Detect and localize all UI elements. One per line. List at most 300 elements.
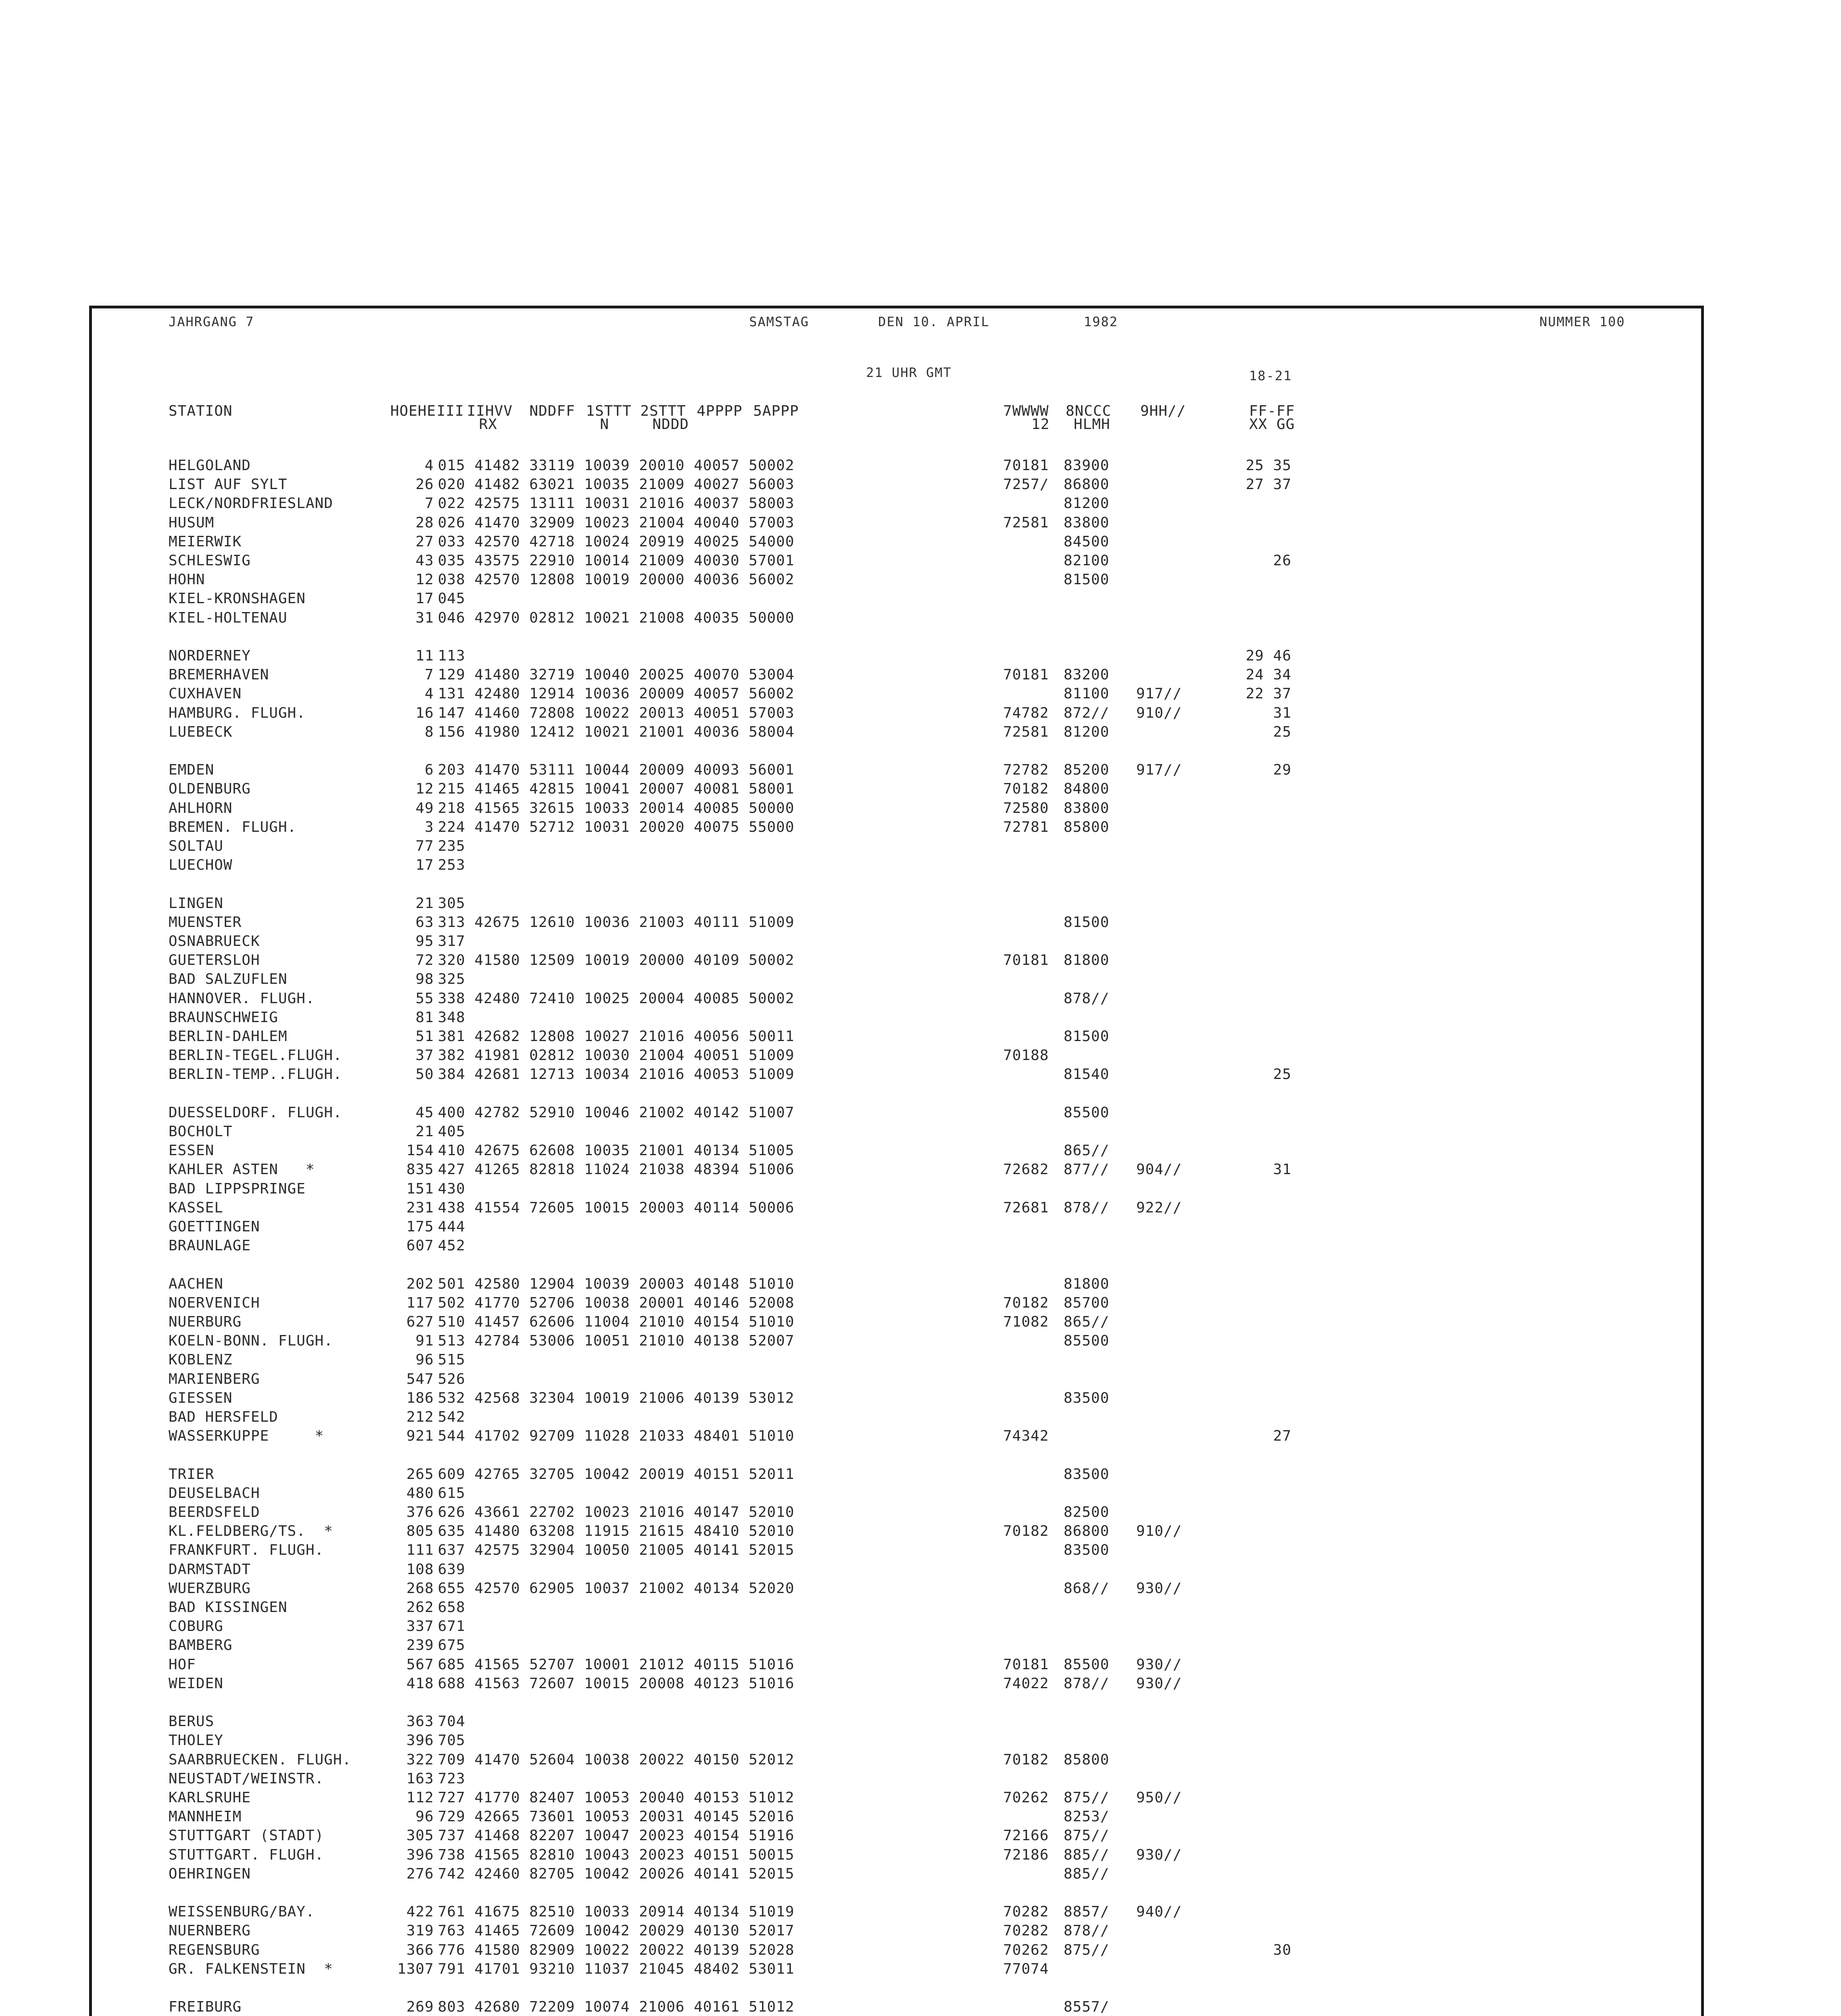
weather-group: 72580	[1003, 800, 1049, 816]
cloud-group: 82100	[1064, 552, 1110, 569]
synop-code: 515	[438, 1352, 466, 1368]
wind-gust: 26	[1273, 552, 1291, 569]
station-height: 175	[406, 1218, 434, 1235]
period-label: 18-21	[1249, 368, 1292, 383]
weather-group: 70181	[1003, 457, 1049, 474]
synop-code: 639	[438, 1561, 466, 1578]
station-name: FRANKFURT. FLUGH.	[169, 1542, 324, 1558]
weather-group: 70181	[1003, 1656, 1049, 1673]
synop-code: 705	[438, 1732, 466, 1749]
cloud-group: 83900	[1064, 457, 1110, 474]
wind-gust: 25	[1273, 1066, 1291, 1083]
synop-code: 738 41565 82810 10043 20023 40151 50015	[438, 1847, 795, 1863]
weather-group: 70182	[1003, 1523, 1049, 1539]
weather-group: 70182	[1003, 781, 1049, 797]
synop-code: 637 42575 32904 10050 21005 40141 52015	[438, 1542, 795, 1558]
synop-code: 046 42970 02812 10021 21008 40035 50000	[438, 610, 795, 626]
station-name: BAD LIPPSPRINGE	[169, 1181, 306, 1197]
station-name: MEIERWIK	[169, 533, 242, 550]
synop-code: 609 42765 32705 10042 20019 40151 52011	[438, 1466, 795, 1483]
wind-gust: 25	[1273, 724, 1291, 740]
synop-code: 129 41480 32719 10040 20025 40070 53004	[438, 666, 795, 683]
station-height: 276	[406, 1866, 434, 1882]
station-name: DARMSTADT	[169, 1561, 251, 1578]
synop-code: 400 42782 52910 10046 21002 40142 51007	[438, 1104, 795, 1121]
col-hhh: 9HH//	[1140, 403, 1186, 419]
col-station: STATION	[169, 403, 233, 419]
synop-code: 513 42784 53006 10051 21010 40138 52007	[438, 1333, 795, 1349]
station-name: BEERDSFELD	[169, 1504, 260, 1520]
station-name: KL.FELDBERG/TS. *	[169, 1523, 333, 1539]
cloud-group: 875//	[1064, 1942, 1110, 1958]
station-name: GOETTINGEN	[169, 1218, 260, 1235]
station-name: MUENSTER	[169, 914, 242, 931]
station-height: 17	[415, 590, 434, 607]
synop-code: 038 42570 12808 10019 20000 40036 56002	[438, 571, 795, 588]
cloud-group: 83500	[1064, 1390, 1110, 1406]
col-nhccc: 8NCCC	[1066, 403, 1112, 419]
station-height: 17	[415, 857, 434, 873]
station-height: 108	[406, 1561, 434, 1578]
synop-code: 035 43575 22910 10014 21009 40030 57001	[438, 552, 795, 569]
cloud-group: 83200	[1064, 666, 1110, 683]
station-name: BOCHOLT	[169, 1123, 233, 1140]
synop-code: 727 41770 82407 10053 20040 40153 51012	[438, 1789, 795, 1806]
col-ff-sub: XX GG	[1249, 416, 1295, 433]
cloud-group: 878//	[1064, 1675, 1110, 1692]
synop-code: 384 42681 12713 10034 21016 40053 51009	[438, 1066, 795, 1083]
cloud-group: 84500	[1064, 533, 1110, 550]
extra-group: 904//	[1136, 1161, 1182, 1178]
station-height: 55	[415, 990, 434, 1007]
col-tdtd: 2STTT	[640, 403, 686, 419]
weather-group: 7257/	[1003, 476, 1049, 493]
synop-code: 235	[438, 838, 466, 854]
cloud-group: 877//	[1064, 1161, 1110, 1178]
col-nhccc-sub: HLMH	[1074, 416, 1110, 433]
station-height: 805	[406, 1523, 434, 1539]
station-name: SOLTAU	[169, 838, 224, 854]
cloud-group: 875//	[1064, 1789, 1110, 1806]
station-height: 98	[415, 971, 434, 987]
weather-group: 70181	[1003, 952, 1049, 968]
cloud-group: 85700	[1064, 1295, 1110, 1311]
extra-group: 917//	[1136, 762, 1182, 778]
station-name: BREMEN. FLUGH.	[169, 819, 297, 835]
station-height: 7	[425, 666, 434, 683]
synop-code: 015 41482 33119 10039 20010 40057 50002	[438, 457, 795, 474]
station-name: THOLEY	[169, 1732, 224, 1749]
station-height: 21	[415, 1123, 434, 1140]
synop-code: 438 41554 72605 10015 20003 40114 50006	[438, 1200, 795, 1216]
station-name: DUESSELDORF. FLUGH.	[169, 1104, 342, 1121]
station-name: EMDEN	[169, 762, 215, 778]
station-height: 45	[415, 1104, 434, 1121]
station-height: 163	[406, 1770, 434, 1787]
station-height: 27	[415, 533, 434, 550]
synop-code: 156 41980 12412 10021 21001 40036 58004	[438, 724, 795, 740]
station-height: 7	[425, 495, 434, 512]
station-name: KIEL-KRONSHAGEN	[169, 590, 306, 607]
station-height: 422	[406, 1904, 434, 1920]
year: 1982	[1084, 314, 1118, 329]
weather-group: 74782	[1003, 705, 1049, 721]
station-name: AACHEN	[169, 1276, 224, 1292]
station-height: 111	[406, 1542, 434, 1558]
cloud-group: 81200	[1064, 724, 1110, 740]
synop-code: 026 41470 32909 10023 21004 40040 57003	[438, 514, 795, 531]
station-name: BAD HERSFELD	[169, 1409, 279, 1425]
station-height: 8	[425, 724, 434, 740]
cloud-group: 86800	[1064, 1523, 1110, 1539]
synop-code: 131 42480 12914 10036 20009 40057 56002	[438, 685, 795, 702]
station-height: 319	[406, 1922, 434, 1939]
wind-gust: 29 46	[1245, 648, 1291, 664]
station-height: 26	[415, 476, 434, 493]
wind-gust: 22 37	[1245, 685, 1291, 702]
station-name: BREMERHAVEN	[169, 666, 269, 683]
station-name: KOELN-BONN. FLUGH.	[169, 1333, 333, 1349]
station-name: BAD KISSINGEN	[169, 1599, 287, 1616]
cloud-group: 872//	[1064, 705, 1110, 721]
weather-group: 71082	[1003, 1314, 1049, 1330]
synop-code: 704	[438, 1713, 466, 1730]
synop-code: 671	[438, 1618, 466, 1635]
synop-code: 218 41565 32615 10033 20014 40085 50000	[438, 800, 795, 816]
station-height: 376	[406, 1504, 434, 1520]
station-name: KARLSRUHE	[169, 1789, 251, 1806]
report-frame	[89, 306, 1704, 2016]
col-hoehe: HOEHE	[390, 403, 436, 419]
station-name: LINGEN	[169, 895, 224, 912]
cloud-group: 81100	[1064, 685, 1110, 702]
station-name: WEIDEN	[169, 1675, 224, 1692]
wind-gust: 31	[1273, 705, 1291, 721]
station-height: 186	[406, 1390, 434, 1406]
station-height: 11	[415, 648, 434, 664]
station-height: 202	[406, 1276, 434, 1292]
synop-code: 033 42570 42718 10024 20919 40025 54000	[438, 533, 795, 550]
synop-code: 382 41981 02812 10030 21004 40051 51009	[438, 1047, 795, 1064]
synop-code: 045	[438, 590, 466, 607]
col-iihvv: IIHVV	[467, 403, 513, 419]
station-name: OSNABRUECK	[169, 933, 260, 950]
weather-group: 70188	[1003, 1047, 1049, 1064]
station-name: BERUS	[169, 1713, 215, 1730]
station-height: 1307	[397, 1961, 434, 1977]
col-tdtd-sub: NDDD	[652, 416, 689, 433]
synop-code: 526	[438, 1371, 466, 1387]
synop-code: 502 41770 52706 10038 20001 40146 52008	[438, 1295, 795, 1311]
extra-group: 950//	[1136, 1789, 1182, 1806]
wind-gust: 27	[1273, 1428, 1291, 1444]
cloud-group: 81800	[1064, 952, 1110, 968]
station-name: STUTTGART. FLUGH.	[169, 1847, 324, 1863]
station-name: BAMBERG	[169, 1637, 233, 1654]
cloud-group: 81500	[1064, 914, 1110, 931]
extra-group: 930//	[1136, 1675, 1182, 1692]
station-name: BERLIN-DAHLEM	[169, 1028, 287, 1045]
station-height: 337	[406, 1618, 434, 1635]
wind-gust: 25 35	[1245, 457, 1291, 474]
col-wwww-sub: 12	[1031, 416, 1050, 433]
date: DEN 10. APRIL	[878, 314, 990, 329]
station-height: 418	[406, 1675, 434, 1692]
station-name: HAMBURG. FLUGH.	[169, 705, 306, 721]
synop-code: 405	[438, 1123, 466, 1140]
synop-code: 655 42570 62905 10037 21002 40134 52020	[438, 1580, 795, 1597]
station-height: 112	[406, 1789, 434, 1806]
station-height: 95	[415, 933, 434, 950]
synop-code: 215 41465 42815 10041 20007 40081 58001	[438, 781, 795, 797]
col-stttt-sub: N	[600, 416, 609, 433]
cloud-group: 83500	[1064, 1466, 1110, 1483]
cloud-group: 8857/	[1064, 1904, 1110, 1920]
station-name: BERLIN-TEGEL.FLUGH.	[169, 1047, 342, 1064]
station-name: LIST AUF SYLT	[169, 476, 287, 493]
synop-code: 709 41470 52604 10038 20022 40150 52012	[438, 1752, 795, 1768]
station-height: 396	[406, 1732, 434, 1749]
station-height: 37	[415, 1047, 434, 1064]
cloud-group: 8253/	[1064, 1808, 1110, 1825]
weather-group: 72186	[1003, 1847, 1049, 1863]
station-name: MARIENBERG	[169, 1371, 260, 1387]
station-height: 567	[406, 1656, 434, 1673]
station-name: ESSEN	[169, 1142, 215, 1159]
weather-group: 70262	[1003, 1789, 1049, 1806]
station-height: 921	[406, 1428, 434, 1444]
station-name: HOF	[169, 1656, 196, 1673]
synop-code: 763 41465 72609 10042 20029 40130 52017	[438, 1922, 795, 1939]
station-name: HANNOVER. FLUGH.	[169, 990, 315, 1007]
station-height: 63	[415, 914, 434, 931]
station-name: OEHRINGEN	[169, 1866, 251, 1882]
station-height: 12	[415, 781, 434, 797]
station-height: 305	[406, 1827, 434, 1844]
synop-code: 410 42675 62608 10035 21001 40134 51005	[438, 1142, 795, 1159]
synop-code: 501 42580 12904 10039 20003 40148 51010	[438, 1276, 795, 1292]
synop-code: 532 42568 32304 10019 21006 40139 53012	[438, 1390, 795, 1406]
col-nddff: NDDFF	[529, 403, 575, 419]
synop-code: 675	[438, 1637, 466, 1654]
synop-code: 325	[438, 971, 466, 987]
cloud-group: 85800	[1064, 1752, 1110, 1768]
station-height: 12	[415, 571, 434, 588]
cloud-group: 878//	[1064, 1922, 1110, 1939]
station-name: KASSEL	[169, 1200, 224, 1216]
cloud-group: 865//	[1064, 1142, 1110, 1159]
cloud-group: 82500	[1064, 1504, 1110, 1520]
synop-code: 776 41580 82909 10022 20022 40139 52028	[438, 1942, 795, 1958]
station-height: 231	[406, 1200, 434, 1216]
station-name: BRAUNSCHWEIG	[169, 1009, 279, 1026]
cloud-group: 85800	[1064, 819, 1110, 835]
station-name: KAHLER ASTEN *	[169, 1161, 315, 1178]
station-name: KIEL-HOLTENAU	[169, 610, 287, 626]
station-height: 43	[415, 552, 434, 569]
cloud-group: 83800	[1064, 514, 1110, 531]
station-height: 547	[406, 1371, 434, 1387]
station-height: 3	[425, 819, 434, 835]
weather-group: 72581	[1003, 724, 1049, 740]
col-pppp: 4PPPP	[697, 403, 743, 419]
synop-code: 452	[438, 1237, 466, 1254]
station-height: 212	[406, 1409, 434, 1425]
station-height: 366	[406, 1942, 434, 1958]
station-name: GIESSEN	[169, 1390, 233, 1406]
cloud-group: 865//	[1064, 1314, 1110, 1330]
cloud-group: 8557/	[1064, 1999, 1110, 2015]
station-name: COBURG	[169, 1618, 224, 1635]
station-name: NUERNBERG	[169, 1922, 251, 1939]
cloud-group: 81540	[1064, 1066, 1110, 1083]
station-height: 835	[406, 1161, 434, 1178]
synop-code: 253	[438, 857, 466, 873]
station-name: BAD SALZUFLEN	[169, 971, 287, 987]
station-name: WASSERKUPPE *	[169, 1428, 324, 1444]
station-height: 72	[415, 952, 434, 968]
synop-code: 224 41470 52712 10031 20020 40075 55000	[438, 819, 795, 835]
station-name: HELGOLAND	[169, 457, 251, 474]
station-name: WEISSENBURG/BAY.	[169, 1904, 315, 1920]
station-name: SCHLESWIG	[169, 552, 251, 569]
station-height: 262	[406, 1599, 434, 1616]
station-name: GUETERSLOH	[169, 952, 260, 968]
station-name: BRAUNLAGE	[169, 1237, 251, 1254]
synop-code: 737 41468 82207 10047 20023 40154 51916	[438, 1827, 795, 1844]
station-height: 268	[406, 1580, 434, 1597]
weather-group: 70181	[1003, 666, 1049, 683]
weather-group: 74022	[1003, 1675, 1049, 1692]
station-name: HUSUM	[169, 514, 215, 531]
cloud-group: 85500	[1064, 1104, 1110, 1121]
station-name: NUERBURG	[169, 1314, 242, 1330]
station-height: 265	[406, 1466, 434, 1483]
station-height: 91	[415, 1333, 434, 1349]
weather-group: 70282	[1003, 1904, 1049, 1920]
synop-code: 203 41470 53111 10044 20009 40093 56001	[438, 762, 795, 778]
synop-code: 542	[438, 1409, 466, 1425]
station-name: NORDERNEY	[169, 648, 251, 664]
station-name: LUEBECK	[169, 724, 233, 740]
synop-code: 510 41457 62606 11004 21010 40154 51010	[438, 1314, 795, 1330]
weather-group: 77074	[1003, 1961, 1049, 1977]
synop-code: 729 42665 73601 10053 20031 40145 52016	[438, 1808, 795, 1825]
col-stttt: 1STTT	[586, 403, 632, 419]
station-height: 480	[406, 1485, 434, 1502]
station-height: 28	[415, 514, 434, 531]
station-height: 96	[415, 1808, 434, 1825]
weather-group: 72682	[1003, 1161, 1049, 1178]
station-name: OLDENBURG	[169, 781, 251, 797]
synop-code: 444	[438, 1218, 466, 1235]
station-name: BERLIN-TEMP..FLUGH.	[169, 1066, 342, 1083]
cloud-group: 878//	[1064, 1200, 1110, 1216]
station-height: 81	[415, 1009, 434, 1026]
extra-group: 930//	[1136, 1580, 1182, 1597]
station-height: 322	[406, 1752, 434, 1768]
synop-code: 761 41675 82510 10033 20914 40134 51019	[438, 1904, 795, 1920]
station-height: 50	[415, 1066, 434, 1083]
weather-group: 72581	[1003, 514, 1049, 531]
station-name: WUERZBURG	[169, 1580, 251, 1597]
col-ff: FF-FF	[1249, 403, 1295, 419]
cloud-group: 878//	[1064, 990, 1110, 1007]
station-height: 51	[415, 1028, 434, 1045]
wind-gust: 24 34	[1245, 666, 1291, 683]
cloud-group: 81500	[1064, 1028, 1110, 1045]
wind-gust: 27 37	[1245, 476, 1291, 493]
station-height: 396	[406, 1847, 434, 1863]
station-name: LECK/NORDFRIESLAND	[169, 495, 333, 512]
station-name: LUECHOW	[169, 857, 233, 873]
cloud-group: 83500	[1064, 1542, 1110, 1558]
synop-code: 626 43661 22702 10023 21016 40147 52010	[438, 1504, 795, 1520]
cloud-group: 875//	[1064, 1827, 1110, 1844]
station-height: 6	[425, 762, 434, 778]
synop-code: 381 42682 12808 10027 21016 40056 50011	[438, 1028, 795, 1045]
synop-code: 338 42480 72410 10025 20004 40085 50002	[438, 990, 795, 1007]
synop-code: 305	[438, 895, 466, 912]
cloud-group: 81500	[1064, 571, 1110, 588]
station-height: 627	[406, 1314, 434, 1330]
weather-group: 72681	[1003, 1200, 1049, 1216]
weather-group: 72782	[1003, 762, 1049, 778]
synop-code: 742 42460 82705 10042 20026 40141 52015	[438, 1866, 795, 1882]
station-name: REGENSBURG	[169, 1942, 260, 1958]
weather-group: 72781	[1003, 819, 1049, 835]
synop-code: 147 41460 72808 10022 20013 40051 57003	[438, 705, 795, 721]
station-name: TRIER	[169, 1466, 215, 1483]
synop-code: 427 41265 82818 11024 21038 48394 51006	[438, 1161, 795, 1178]
weather-group: 70262	[1003, 1942, 1049, 1958]
station-height: 154	[406, 1142, 434, 1159]
weather-group: 74342	[1003, 1428, 1049, 1444]
station-name: HOHN	[169, 571, 205, 588]
station-name: STUTTGART (STADT)	[169, 1827, 324, 1844]
wind-gust: 31	[1273, 1161, 1291, 1178]
station-name: NEUSTADT/WEINSTR.	[169, 1770, 324, 1787]
station-height: 363	[406, 1713, 434, 1730]
synop-code: 113	[438, 648, 466, 664]
station-height: 117	[406, 1295, 434, 1311]
wind-gust: 29	[1273, 762, 1291, 778]
synop-code: 658	[438, 1599, 466, 1616]
extra-group: 940//	[1136, 1904, 1182, 1920]
wind-gust: 30	[1273, 1942, 1291, 1958]
synop-code: 803 42680 72209 10074 21006 40161 51012	[438, 1999, 795, 2015]
cloud-group: 81800	[1064, 1276, 1110, 1292]
col-appp: 5APPP	[753, 403, 799, 419]
cloud-group: 868//	[1064, 1580, 1110, 1597]
extra-group: 917//	[1136, 685, 1182, 702]
col-iihvv-sub: RX	[479, 416, 498, 433]
synop-code: 615	[438, 1485, 466, 1502]
station-height: 77	[415, 838, 434, 854]
cloud-group: 86800	[1064, 476, 1110, 493]
col-wwww: 7WWWW	[1003, 403, 1049, 419]
synop-code: 791 41701 93210 11037 21045 48402 53011	[438, 1961, 795, 1977]
station-name: SAARBRUECKEN. FLUGH.	[169, 1752, 352, 1768]
station-height: 607	[406, 1237, 434, 1254]
station-height: 4	[425, 685, 434, 702]
extra-group: 930//	[1136, 1656, 1182, 1673]
synop-code: 430	[438, 1181, 466, 1197]
cloud-group: 85200	[1064, 762, 1110, 778]
synop-code: 320 41580 12509 10019 20000 40109 50002	[438, 952, 795, 968]
station-height: 239	[406, 1637, 434, 1654]
synop-code: 317	[438, 933, 466, 950]
